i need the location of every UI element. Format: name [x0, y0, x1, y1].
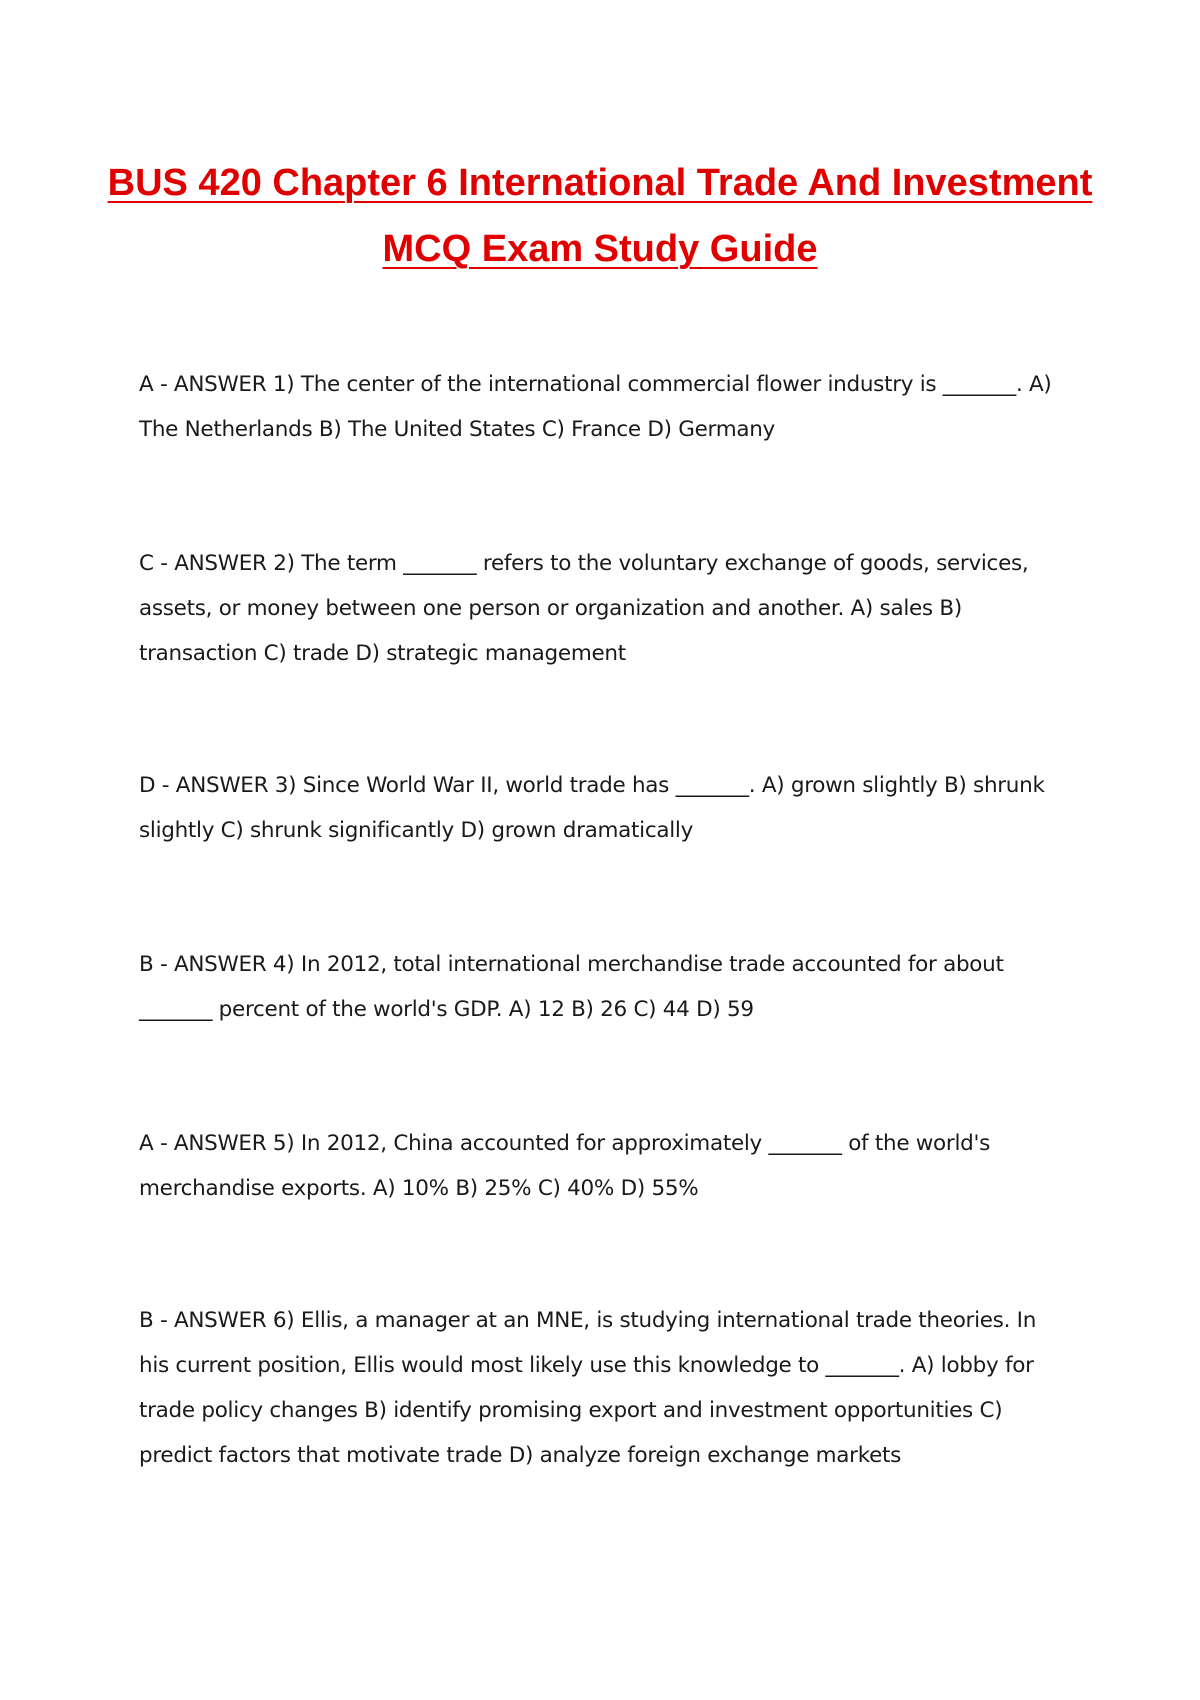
question-answer-6: B - ANSWER 6) Ellis, a manager at an MNE, is studying international trade theories. In his current position, Ellis would most likely use this knowledge to _______. A) lobby for trade policy changes B) identify promising export and investment opportunities C) predict factors that motivate trade D) analyze foreign exchange markets — [139, 1308, 1037, 1468]
question-answer-1: A - ANSWER 1) The center of the international commercial flower industry is _______. A) The Netherlands B) The United States C) France D) Germany — [139, 372, 1052, 442]
document-title: BUS 420 Chapter 6 International Trade And Investment MCQ Exam Study Guide — [107, 162, 1093, 270]
question-answer-5: A - ANSWER 5) In 2012, China accounted for approximately _______ of the world's merchandise exports. A) 10% B) 25% C) 40% D) 55% — [139, 1131, 990, 1201]
question-answer-2: C - ANSWER 2) The term _______ refers to the voluntary exchange of goods, services, assets, or money between one person or organization and another. A) sales B) transaction C) trade D) strategic management — [139, 551, 1029, 666]
question-answer-3: D - ANSWER 3) Since World War II, world trade has _______. A) grown slightly B) shrunk slightly C) shrunk significantly D) grown dramatically — [139, 773, 1045, 843]
question-answer-4: B - ANSWER 4) In 2012, total international merchandise trade accounted for about _______ percent of the world's GDP. A) 12 B) 26 C) 44 D) 59 — [139, 952, 1004, 1022]
